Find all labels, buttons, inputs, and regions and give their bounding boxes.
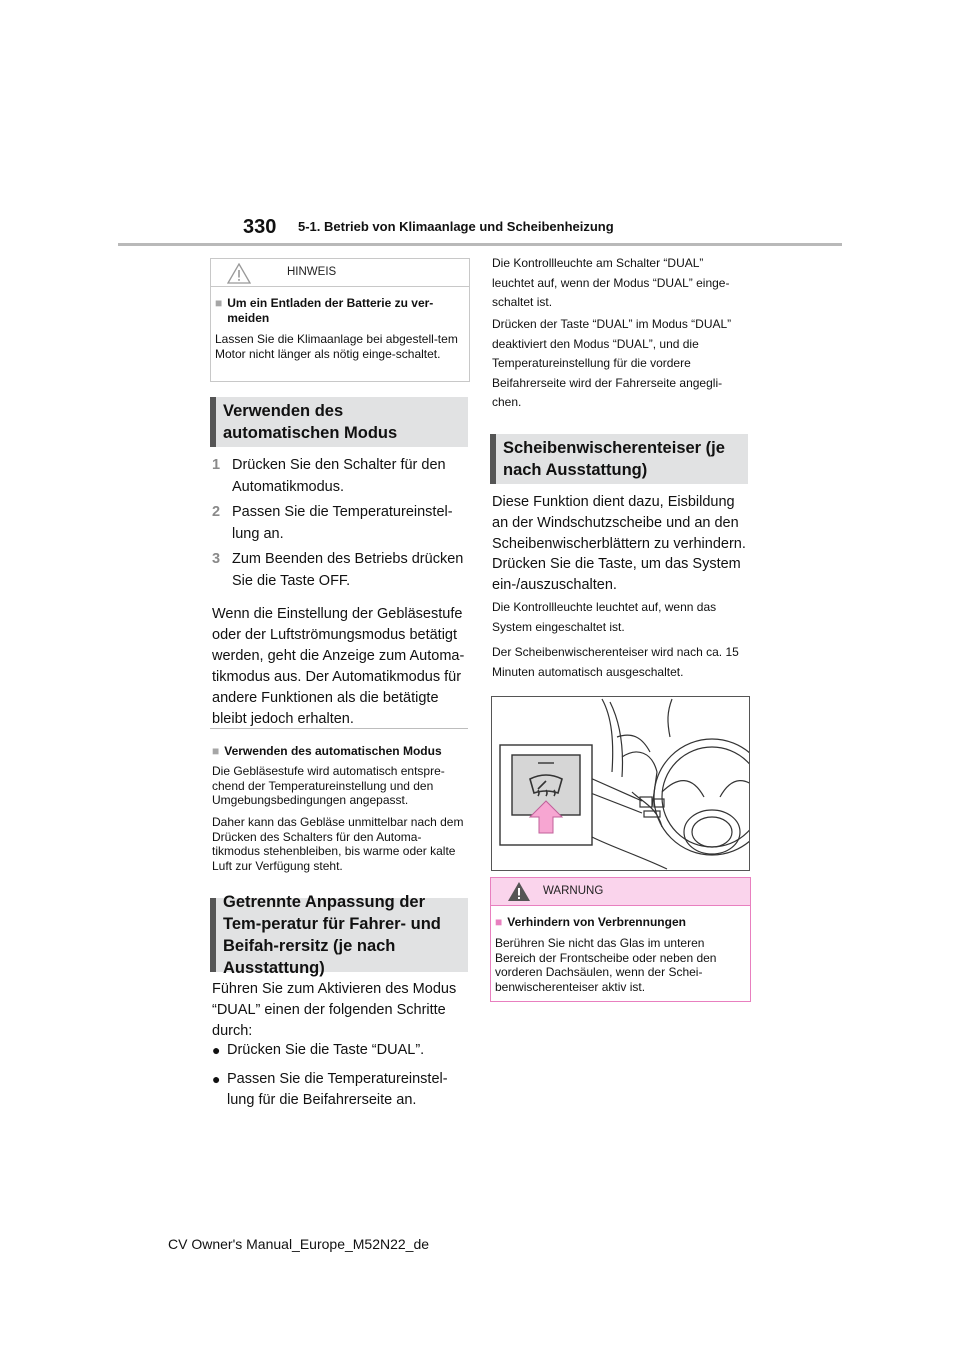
notice-subtitle	[215, 296, 463, 326]
section-heading-wiper-deicer	[490, 434, 748, 484]
step-number: 3	[212, 551, 221, 567]
step-number: 1	[212, 457, 221, 473]
step-text: Passen Sie die Temperatureinstel-lung an.	[232, 504, 453, 542]
steps-list	[212, 454, 470, 595]
warning-triangle-icon	[507, 881, 531, 902]
section-heading-text: Verwenden des automatischen Modus	[223, 402, 398, 442]
dashboard-drawing	[492, 697, 749, 870]
auto-mode-paragraph: Wenn die Einstellung der Gebläsestufe oder der Luftströmungsmodus betätigt werden, geht die Anzeige zum Automa-tikmodus aus. Der Automatikmodus für andere Funktionen als die betätigte bleibt jedoch erhalten.	[212, 606, 465, 727]
bullet-dot-icon: ●	[212, 1042, 221, 1058]
step-item	[212, 454, 470, 498]
warning-box	[490, 877, 751, 1002]
deicer-small-1: Die Kontrollleuchte leuchtet auf, wenn das System eingeschaltet ist.	[492, 600, 717, 634]
section-heading-text: Scheibenwischerenteiser (je nach Ausstattung)	[503, 439, 725, 479]
subheading-text: Verwenden des automatischen Modus	[224, 744, 442, 758]
dual-bullets	[212, 1040, 468, 1119]
bullet-text: Drücken Sie die Taste “DUAL”.	[227, 1042, 425, 1058]
square-bullet-icon: ■	[215, 296, 223, 310]
deicer-switch-illustration	[491, 696, 750, 871]
bullet-item	[212, 1069, 468, 1111]
step-item	[212, 501, 470, 545]
section-heading-text: Getrennte Anpassung der Tem-peratur für Fahrer- und Beifah-rersitz (je nach Ausstattung)	[223, 893, 441, 977]
bullet-item	[212, 1040, 468, 1061]
warning-label: WARNUNG	[543, 885, 604, 897]
deicer-paragraph-1: Diese Funktion dient dazu, Eisbildung an der Windschutzscheibe und an den Scheibenwischerblättern zu verhindern.	[492, 494, 746, 552]
notice-label: HINWEIS	[287, 266, 337, 278]
notice-box	[210, 258, 470, 382]
step-text: Zum Beenden des Betriebs drücken Sie die Taste OFF.	[232, 551, 464, 589]
warning-triangle-icon	[227, 263, 251, 284]
square-bullet-icon: ■	[495, 915, 503, 929]
square-bullet-icon: ■	[212, 744, 220, 758]
bullet-text: Passen Sie die Temperatureinstel-lung für die Beifahrerseite an.	[227, 1071, 448, 1108]
section-divider	[210, 728, 468, 729]
step-item	[212, 548, 470, 592]
warning-text: Berühren Sie nicht das Glas im unteren Bereich der Frontscheibe oder neben den vorderen Dachsäulen, wenn der Schei-benwischerenteiser aktiv ist.	[495, 936, 717, 994]
dual-intro: Führen Sie zum Aktivieren des Modus “DUAL” einen der folgenden Schritte durch:	[212, 981, 457, 1039]
warning-subtitle	[495, 915, 744, 930]
warning-subtitle-text: Verhindern von Verbrennungen	[507, 915, 686, 929]
auto-mode-small-text-2: Daher kann das Gebläse unmittelbar nach dem Drücken des Schalters für den Automa-tikmodus stehenbleiben, bis warme oder kalte Luft zur Verfügung steht.	[212, 815, 464, 873]
deicer-paragraph-2: Drücken Sie die Taste, um das System ein-/auszuschalten.	[492, 556, 741, 593]
footer-text: CV Owner's Manual_Europe_M52N22_de	[168, 1236, 430, 1252]
step-text: Drücken Sie den Schalter für den Automatikmodus.	[232, 457, 446, 495]
chapter-title: 5-1. Betrieb von Klimaanlage und Scheibenheizung	[298, 219, 614, 234]
notice-subtitle-text: Um ein Entladen der Batterie zu ver-meiden	[227, 296, 434, 325]
warning-header	[491, 878, 750, 906]
auto-mode-subheading	[212, 744, 468, 758]
deicer-small-2: Der Scheibenwischerenteiser wird nach ca. 15 Minuten automatisch ausgeschaltet.	[492, 645, 739, 679]
section-heading-dual	[210, 893, 468, 977]
auto-mode-small-text-1: Die Gebläsestufe wird automatisch entspre-chend der Temperatureinstellung und den Umgebungsbedingungen angepasst.	[212, 764, 445, 807]
page-number: 330	[243, 216, 277, 238]
dual-indicator-text: Die Kontrollleuchte am Schalter “DUAL” leuchtet auf, wenn der Modus “DUAL” einge-schaltet ist.	[492, 256, 730, 309]
header-rule	[118, 243, 842, 246]
section-heading-auto-mode	[210, 397, 468, 447]
notice-header	[211, 259, 469, 287]
notice-text: Lassen Sie die Klimaanlage bei abgestell-tem Motor nicht länger als nötig einge-schaltet.	[215, 332, 458, 361]
bullet-dot-icon: ●	[212, 1071, 221, 1087]
step-number: 2	[212, 504, 221, 520]
dual-deactivate-text: Drücken der Taste “DUAL” im Modus “DUAL” deaktiviert den Modus “DUAL”, und die Temperatureinstellung für die vordere Beifahrerseite wird der Fahrerseite angegli-chen.	[492, 317, 732, 409]
